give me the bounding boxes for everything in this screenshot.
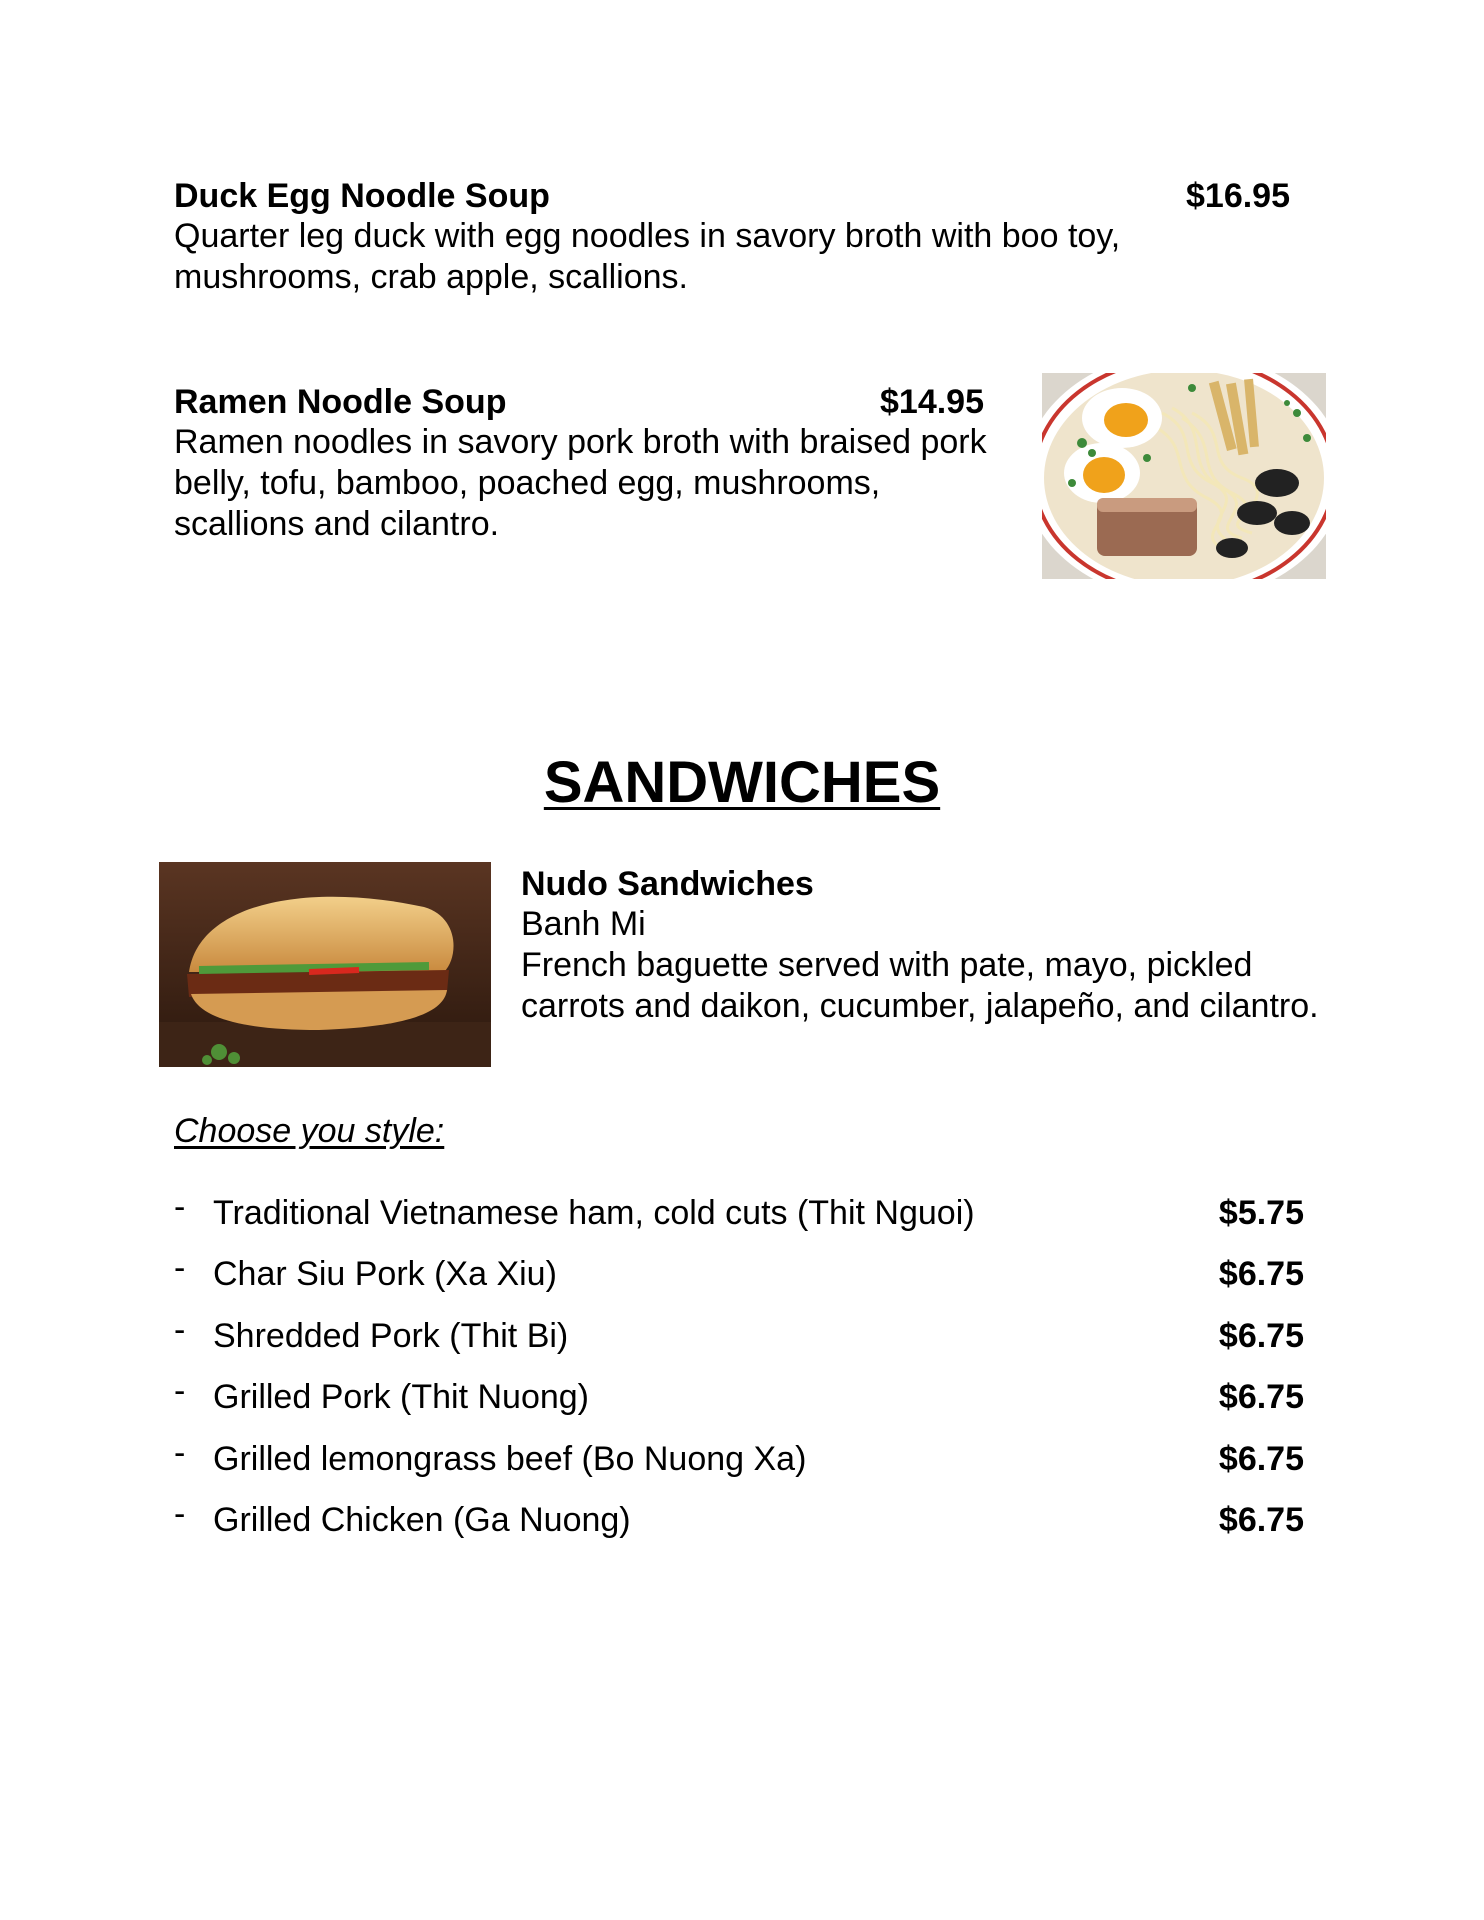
style-price: $6.75: [1218, 1378, 1304, 1416]
list-bullet: -: [174, 1188, 186, 1226]
list-item: [174, 1434, 1304, 1488]
list-item: [174, 1495, 1304, 1549]
list-bullet: -: [174, 1249, 186, 1287]
ramen-bowl-photo: [1042, 373, 1326, 579]
list-bullet: -: [174, 1372, 186, 1410]
duck-soup-price: $16.95: [1186, 177, 1290, 215]
style-name: Char Siu Pork (Xa Xiu): [213, 1255, 557, 1293]
list-item: [174, 1311, 1304, 1365]
ramen-soup-price: $14.95: [880, 383, 984, 421]
banh-mi-photo: [159, 862, 491, 1067]
list-bullet: -: [174, 1311, 186, 1349]
duck-soup-description: Quarter leg duck with egg noodles in savory broth with boo toy, mushrooms, crab apple, scallions.: [174, 217, 1121, 296]
ramen-soup-description: Ramen noodles in savory pork broth with braised pork belly, tofu, bamboo, poached egg, mushrooms, scallions and cilantro.: [174, 423, 987, 543]
list-bullet: -: [174, 1495, 186, 1533]
choose-style-label: Choose you style:: [174, 1112, 445, 1150]
list-bullet: -: [174, 1434, 186, 1472]
list-item: [174, 1188, 1304, 1242]
style-name: Grilled Pork (Thit Nuong): [213, 1378, 590, 1416]
list-item: [174, 1372, 1304, 1426]
ramen-soup-title: Ramen Noodle Soup: [174, 383, 507, 421]
style-name: Traditional Vietnamese ham, cold cuts (Thit Nguoi): [213, 1194, 975, 1232]
style-name: Grilled lemongrass beef (Bo Nuong Xa): [213, 1440, 807, 1478]
banh-mi-description: French baguette served with pate, mayo, pickled carrots and daikon, cucumber, jalapeño, and cilantro.: [521, 946, 1319, 1025]
style-price: $6.75: [1218, 1255, 1304, 1293]
style-name: Shredded Pork (Thit Bi): [213, 1317, 569, 1355]
nudo-sandwiches-title: Nudo Sandwiches: [521, 865, 814, 903]
sandwiches-heading: SANDWICHES: [543, 750, 941, 815]
style-price: $6.75: [1218, 1317, 1304, 1355]
style-name: Grilled Chicken (Ga Nuong): [213, 1501, 631, 1539]
style-price: $6.75: [1218, 1501, 1304, 1539]
style-price: $6.75: [1218, 1440, 1304, 1478]
duck-soup-title: Duck Egg Noodle Soup: [174, 177, 550, 215]
style-price: $5.75: [1218, 1194, 1304, 1232]
list-item: [174, 1249, 1304, 1303]
banh-mi-subtitle: Banh Mi: [521, 905, 646, 943]
